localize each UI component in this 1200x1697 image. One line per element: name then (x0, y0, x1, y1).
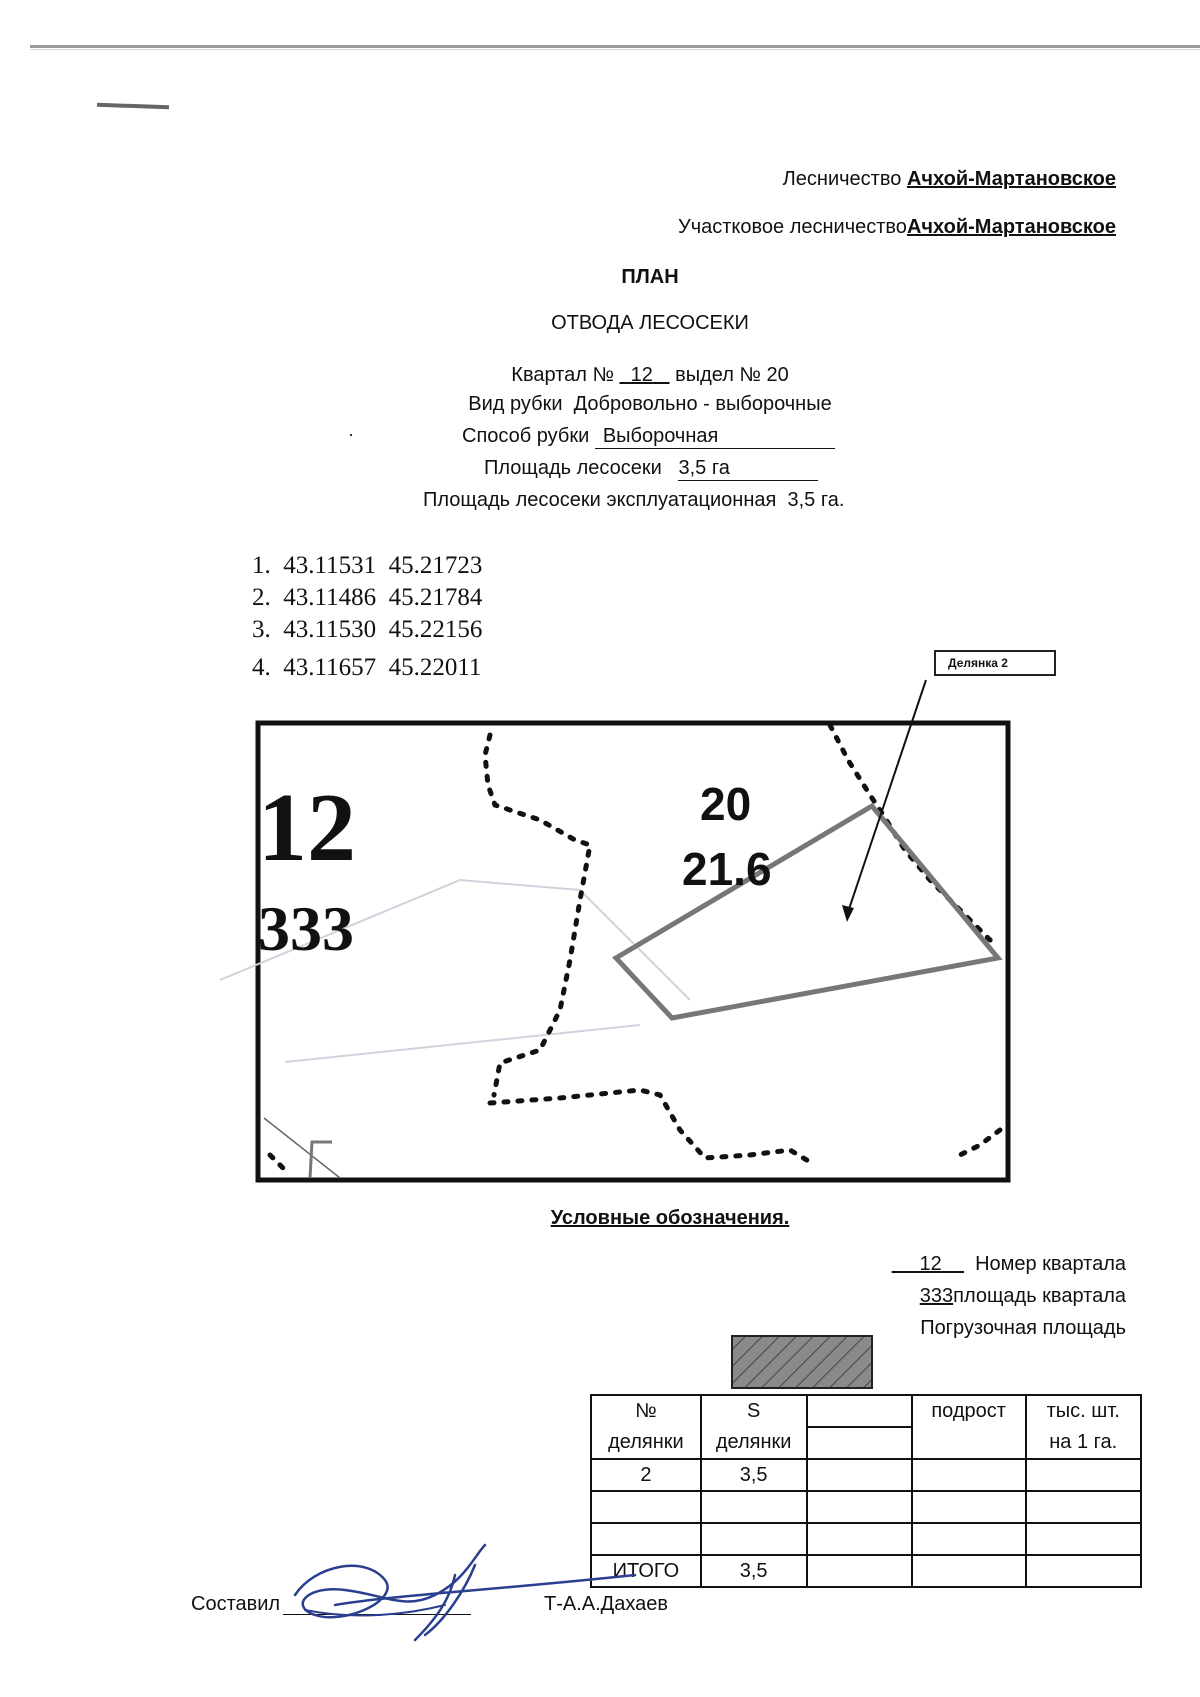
area-exp-value: 3,5 га. (787, 489, 845, 511)
cell-total-value: 3,5 (701, 1555, 807, 1587)
map-vydel-area: 21.6 (682, 843, 772, 895)
vydel-value: 20 (766, 364, 789, 386)
district-forestry-label: Участковое лесничество (677, 216, 907, 238)
map-frame (258, 723, 1008, 1180)
table-row (591, 1459, 1141, 1491)
plan-title: ПЛАН (621, 266, 679, 288)
loading-area-swatch (730, 1334, 874, 1390)
forestry-value: Ачхой-Мартановское (906, 168, 1116, 190)
cell-empty (1026, 1523, 1142, 1555)
author-name: Т-А.А.Дахаев (544, 1593, 668, 1615)
coordinate-row: 1. 43.11531 45.21723 (252, 552, 483, 579)
header-per-ha-2: на 1 га. (1026, 1427, 1142, 1459)
legend-item-loading: Погрузочная площадь (920, 1317, 1126, 1339)
kvartal-label: Квартал № (511, 364, 614, 386)
legend-area-label: площадь квартала (953, 1285, 1126, 1307)
cell-area (701, 1491, 807, 1523)
district-forestry-value: Ачхой-Мартановское (906, 216, 1116, 238)
header-undergrowth: подрост (912, 1395, 1026, 1459)
sposob-label: Способ рубки (462, 425, 590, 447)
map-kvartal-number: 12 (258, 774, 356, 882)
cell-empty (807, 1523, 912, 1555)
cell-total-label: ИТОГО (591, 1555, 701, 1587)
cell-empty (912, 1523, 1026, 1555)
signature (275, 1535, 655, 1645)
area-label: Площадь лесосеки (484, 457, 662, 479)
cell-empty (1026, 1555, 1142, 1587)
table-row (591, 1523, 1141, 1555)
header-empty (807, 1395, 912, 1427)
cell-empty (807, 1459, 912, 1491)
header-plot-area-2: делянки (701, 1427, 807, 1459)
cell-empty (807, 1491, 912, 1523)
map-kvartal-area: 333 (258, 893, 354, 964)
cell-plot: 2 (591, 1459, 701, 1491)
plan-subtitle: ОТВОДА ЛЕСОСЕКИ (551, 312, 749, 334)
table-total-row (591, 1555, 1141, 1587)
cell-plot (591, 1491, 701, 1523)
cell-empty (1026, 1491, 1142, 1523)
cell-area: 3,5 (701, 1459, 807, 1491)
coordinate-row: 2. 43.11486 45.21784 (252, 584, 483, 611)
legend-item-kvartal (892, 1253, 1126, 1276)
coordinate-row: 4. 43.11657 45.22011 (252, 654, 482, 681)
header-per-ha: тыс. шт. (1026, 1395, 1142, 1427)
legend-title: Условные обозначения. (550, 1207, 790, 1229)
composed-label: Составил (191, 1593, 281, 1615)
sposob-value: Выборочная (602, 425, 719, 447)
header-plot-number-2: делянки (591, 1427, 701, 1459)
cell-empty (807, 1555, 912, 1587)
coordinate-row: 3. 43.11530 45.22156 (252, 616, 483, 643)
legend-kvartal-label: Номер квартала (975, 1253, 1126, 1275)
vydel-label: выдел № (675, 364, 761, 386)
vid-rubki-label: Вид рубки (468, 393, 563, 415)
cell-empty (1026, 1459, 1142, 1491)
cell-empty (912, 1555, 1026, 1587)
vid-rubki-value: Добровольно - выборочные (573, 393, 832, 415)
header-plot-area: S (701, 1395, 807, 1427)
table-row (591, 1491, 1141, 1523)
cell-area (701, 1523, 807, 1555)
forestry-label: Лесничество (782, 168, 902, 190)
plots-table (590, 1394, 1142, 1588)
header-empty-2 (807, 1427, 912, 1459)
area-exp-label: Площадь лесосеки эксплуатационная (423, 489, 777, 511)
legend-item-area (920, 1285, 1126, 1308)
legend-kvartal-value: 12 (919, 1253, 942, 1275)
legend-area-value: 333 (919, 1285, 954, 1307)
callout-label: Делянка 2 (934, 650, 1056, 676)
cell-empty (912, 1459, 1026, 1491)
header-plot-number: № (591, 1395, 701, 1427)
area-value: 3,5 га (678, 457, 730, 479)
map-vydel-number: 20 (700, 778, 752, 830)
cell-empty (912, 1491, 1026, 1523)
kvartal-value: 12 (630, 364, 653, 386)
